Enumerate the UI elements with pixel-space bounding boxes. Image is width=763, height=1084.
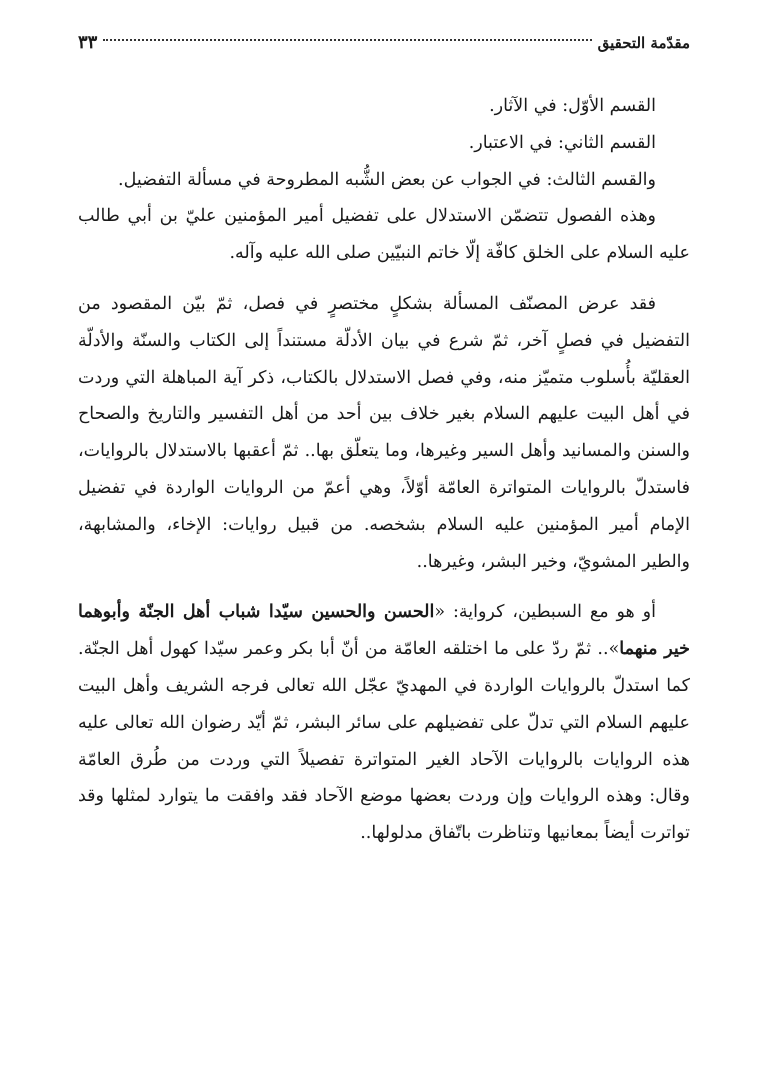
paragraph-method: فقد عرض المصنّف المسألة بشكلٍ مختصرٍ في فصل، ثمّ بيّن المقصود من التفضيل في فصلٍ آخر، ثمّ شرع في بيان الأدلّة مستنداً إلى الكتاب والسنّة والأدلّة العقليّة بأُسلوب متميّز منه، وفي فصل الاستدلال بالكتاب، ذكر آية المباهلة التي وردت في أهل البيت عليهم السلام بغير خلاف بين أحد من أهل التفسير والتاريخ والصحاح والسنن والمسانيد وأهل السير وغيرها، وما يتعلّق بها.. ثمّ أعقبها بالاستدلال بالروايات، فاستدلّ بالروايات المتواترة العامّة أوّلاً، وهي أعمّ من الروايات الواردة في تفضيل الإمام أمير المؤمنين عليه السلام بشخصه. من قبيل روايات: الإخاء، والمشابهة، والطير المشويّ، وخير البشر، وغيرها.. bbox=[78, 293, 690, 572]
running-header bbox=[78, 28, 690, 58]
paragraph-section-two: القسم الثاني: في الاعتبار. bbox=[468, 132, 656, 153]
body-text bbox=[78, 88, 690, 852]
hadith-quote: الحسن والحسين سيّدا شباب أهل الجنّة وأبوهما خير منهما bbox=[78, 602, 690, 660]
paragraph-chapters-summary: وهذه الفصول تتضمّن الاستدلال على تفضيل أمير المؤمنين عليّ بن أبي طالب عليه السلام على الخلق كافّة إلّا خاتم النبيّين صلى الله عليه وآله. bbox=[78, 206, 690, 264]
dotted-leader bbox=[103, 39, 591, 41]
paragraph-sibtain bbox=[78, 594, 690, 852]
header-title: مقدّمة التحقيق bbox=[597, 34, 690, 52]
page-number: ٣٣ bbox=[78, 32, 98, 53]
paragraph-text-start: أو هو مع السبطين، كرواية: « bbox=[434, 602, 656, 623]
paragraph-section-three: والقسم الثالث: في الجواب عن بعض الشُّبه المطروحة في مسألة التفضيل. bbox=[118, 169, 656, 190]
paragraph-section-one: القسم الأوّل: في الآثار. bbox=[489, 96, 656, 116]
paragraph-text-end: ».. ثمّ ردّ على ما اختلقه العامّة من أنّ أبا بكر وعمر سيّدا كهول أهل الجنّة. كما استدلّ بالروايات الواردة في المهديّ عجّل الله تعالى فرجه الشريف وأهل البيت عليهم السلام التي تدلّ على تفضيلهم على سائر البشر، ثمّ أيّد رضوان الله تعالى عليه هذه الروايات بالروايات الآحاد الغير المتواترة تفصيلاً التي وردت من طُرق العامّة وقال: وهذه الروايات وإن وردت بعضها موضع الآحاد فقد وافقت ما يتوارد لمثلها وقد تواترت أيضاً بمعانيها وتناظرت باتّفاق مدلولها.. bbox=[78, 639, 690, 844]
document-page bbox=[78, 28, 690, 1068]
